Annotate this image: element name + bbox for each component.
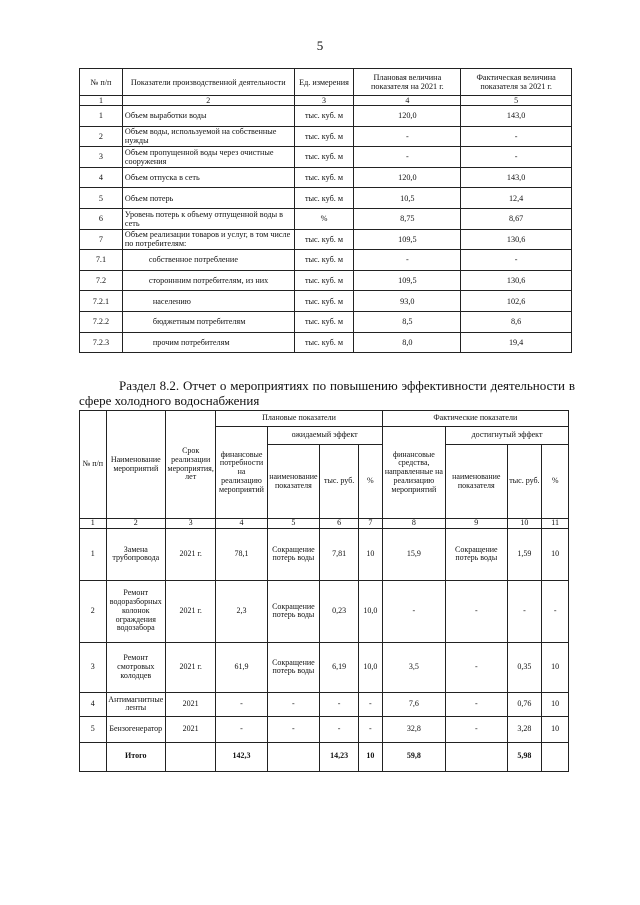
fact-value: - <box>461 126 572 147</box>
fact-value: 19,4 <box>461 332 572 353</box>
cell-pname: Сокращение потерь воды <box>267 580 320 642</box>
total-row <box>80 742 569 771</box>
row-number: 7.2 <box>80 270 123 291</box>
total-fact-fin: 59,8 <box>382 742 445 771</box>
cell-pfin: - <box>216 692 267 716</box>
total-plan-pct: 10 <box>359 742 383 771</box>
cell-fname: - <box>446 716 507 742</box>
cell-pfin: - <box>216 716 267 742</box>
row-number: 7.1 <box>80 250 123 271</box>
header-cell: № п/п <box>80 411 107 519</box>
header-cell: тыс. руб. <box>320 445 359 519</box>
cell-pname: Сокращение потерь воды <box>267 528 320 580</box>
unit: тыс. куб. м <box>294 291 354 312</box>
cell-term: 2021 <box>165 716 215 742</box>
indicator-name: Уровень потерь к объему отпущенной воды в сеть <box>122 208 294 229</box>
header-cell: № п/п <box>80 69 123 96</box>
table-row <box>80 716 569 742</box>
table-cell <box>267 742 320 771</box>
fact-value: - <box>461 147 572 168</box>
header-cell: Срок реализации мероприятия, лет <box>165 411 215 519</box>
cell-ffin: - <box>382 580 445 642</box>
column-number: 7 <box>359 519 383 529</box>
header-cell: Наименование мероприятий <box>106 411 165 519</box>
cell-fpct: 10 <box>542 642 569 692</box>
cell-ffin: 15,9 <box>382 528 445 580</box>
column-number: 1 <box>80 519 107 529</box>
fact-value: 12,4 <box>461 188 572 209</box>
column-number-row <box>80 519 569 529</box>
table-row <box>80 270 572 291</box>
cell-n: 4 <box>80 692 107 716</box>
section-title <box>79 378 575 408</box>
production-indicators-table <box>79 68 572 353</box>
unit: тыс. куб. м <box>294 270 354 291</box>
indicator-name: прочим потребителям <box>122 332 294 353</box>
unit: тыс. куб. м <box>294 229 354 250</box>
plan-value: 93,0 <box>354 291 461 312</box>
cell-fname: - <box>446 580 507 642</box>
cell-name: Ремонт смотровых колодцев <box>106 642 165 692</box>
cell-term: 2021 г. <box>165 642 215 692</box>
unit: тыс. куб. м <box>294 188 354 209</box>
plan-value: 8,75 <box>354 208 461 229</box>
unit: тыс. куб. м <box>294 126 354 147</box>
table-row <box>80 311 572 332</box>
header-cell: Фактические показатели <box>382 411 568 427</box>
plan-value: 10,5 <box>354 188 461 209</box>
column-number: 11 <box>542 519 569 529</box>
cell-name: Ремонт водоразборных колонок ограждения водозабора <box>106 580 165 642</box>
table-row <box>80 580 569 642</box>
table-cell <box>80 742 107 771</box>
cell-prub: 7,81 <box>320 528 359 580</box>
table-row <box>80 106 572 127</box>
cell-n: 5 <box>80 716 107 742</box>
cell-term: 2021 <box>165 692 215 716</box>
indicator-name: собственное потребление <box>122 250 294 271</box>
row-number: 5 <box>80 188 123 209</box>
fact-value: 130,6 <box>461 270 572 291</box>
cell-fpct: 10 <box>542 528 569 580</box>
cell-ffin: 3,5 <box>382 642 445 692</box>
table-cell <box>165 742 215 771</box>
plan-value: - <box>354 147 461 168</box>
column-number: 2 <box>122 96 294 106</box>
unit: тыс. куб. м <box>294 147 354 168</box>
cell-frub: 1,59 <box>507 528 542 580</box>
column-number: 4 <box>216 519 267 529</box>
cell-ppct: - <box>359 692 383 716</box>
header-cell: финансовые средства, направленные на реализацию мероприятий <box>382 427 445 519</box>
row-number: 2 <box>80 126 123 147</box>
table-header-row <box>80 411 569 427</box>
table-row <box>80 167 572 188</box>
cell-n: 1 <box>80 528 107 580</box>
indicator-name: Объем выработки воды <box>122 106 294 127</box>
fact-value: 8,6 <box>461 311 572 332</box>
cell-pfin: 61,9 <box>216 642 267 692</box>
cell-frub: 0,76 <box>507 692 542 716</box>
table-row <box>80 692 569 716</box>
cell-term: 2021 г. <box>165 580 215 642</box>
indicator-name: стороннним потребителям, из них <box>122 270 294 291</box>
table-row <box>80 250 572 271</box>
efficiency-measures-table <box>79 410 569 772</box>
plan-value: 8,5 <box>354 311 461 332</box>
header-cell: Плановые показатели <box>216 411 382 427</box>
column-number: 3 <box>294 96 354 106</box>
header-cell: достигнутый эффект <box>446 427 569 445</box>
indicator-name: Объем пропущенной воды через очистные сооружения <box>122 147 294 168</box>
header-cell: ожидаемый эффект <box>267 427 382 445</box>
unit: тыс. куб. м <box>294 106 354 127</box>
cell-frub: 3,28 <box>507 716 542 742</box>
table-row <box>80 642 569 692</box>
indicator-name: Объем отпуска в сеть <box>122 167 294 188</box>
table-cell <box>446 742 507 771</box>
cell-prub: 0,23 <box>320 580 359 642</box>
column-number: 3 <box>165 519 215 529</box>
header-cell: тыс. руб. <box>507 445 542 519</box>
total-label: Итого <box>106 742 165 771</box>
header-cell: Показатели производственной деятельности <box>122 69 294 96</box>
cell-prub: - <box>320 716 359 742</box>
cell-frub: 0,35 <box>507 642 542 692</box>
header-cell: Фактическая величина показателя за 2021 г. <box>461 69 572 96</box>
cell-prub: 6,19 <box>320 642 359 692</box>
cell-pname: - <box>267 716 320 742</box>
header-cell: % <box>359 445 383 519</box>
cell-n: 3 <box>80 642 107 692</box>
cell-pname: - <box>267 692 320 716</box>
cell-name: Замена трубопровода <box>106 528 165 580</box>
cell-pfin: 2,3 <box>216 580 267 642</box>
fact-value: 130,6 <box>461 229 572 250</box>
cell-n: 2 <box>80 580 107 642</box>
indicator-name: бюджетным потребителям <box>122 311 294 332</box>
cell-fpct: 10 <box>542 692 569 716</box>
cell-name: Бензогенератор <box>106 716 165 742</box>
cell-fpct: 10 <box>542 716 569 742</box>
cell-fname: Сокращение потерь воды <box>446 528 507 580</box>
table-row <box>80 188 572 209</box>
unit: тыс. куб. м <box>294 332 354 353</box>
total-fact-rub: 5,98 <box>507 742 542 771</box>
header-cell: финансовые потребности на реализацию мероприятий <box>216 427 267 519</box>
table-header-row <box>80 69 572 96</box>
cell-ppct: 10,0 <box>359 642 383 692</box>
indicator-name: Объем воды, используемой на собственные нужды <box>122 126 294 147</box>
table-row <box>80 147 572 168</box>
cell-pfin: 78,1 <box>216 528 267 580</box>
column-number-row <box>80 96 572 106</box>
table-row <box>80 528 569 580</box>
table-row <box>80 208 572 229</box>
row-number: 4 <box>80 167 123 188</box>
fact-value: 8,67 <box>461 208 572 229</box>
plan-value: 109,5 <box>354 270 461 291</box>
cell-name: Антимагнитные ленты <box>106 692 165 716</box>
indicator-name: Объем реализации товаров и услуг, в том числе по потребителям: <box>122 229 294 250</box>
cell-frub: - <box>507 580 542 642</box>
row-number: 7 <box>80 229 123 250</box>
cell-fname: - <box>446 642 507 692</box>
column-number: 9 <box>446 519 507 529</box>
row-number: 7.2.3 <box>80 332 123 353</box>
cell-ffin: 7,6 <box>382 692 445 716</box>
unit: тыс. куб. м <box>294 250 354 271</box>
table-row <box>80 126 572 147</box>
column-number: 1 <box>80 96 123 106</box>
plan-value: 120,0 <box>354 106 461 127</box>
column-number: 5 <box>461 96 572 106</box>
cell-term: 2021 г. <box>165 528 215 580</box>
header-cell: наименование показателя <box>446 445 507 519</box>
unit: тыс. куб. м <box>294 311 354 332</box>
plan-value: 8,0 <box>354 332 461 353</box>
plan-value: 120,0 <box>354 167 461 188</box>
column-number: 8 <box>382 519 445 529</box>
total-plan-rub: 14,23 <box>320 742 359 771</box>
row-number: 7.2.2 <box>80 311 123 332</box>
table-row <box>80 291 572 312</box>
fact-value: 102,6 <box>461 291 572 312</box>
column-number: 5 <box>267 519 320 529</box>
cell-ppct: - <box>359 716 383 742</box>
row-number: 1 <box>80 106 123 127</box>
column-number: 6 <box>320 519 359 529</box>
cell-ppct: 10,0 <box>359 580 383 642</box>
header-cell: Плановая величина показателя на 2021 г. <box>354 69 461 96</box>
cell-fpct: - <box>542 580 569 642</box>
fact-value: 143,0 <box>461 106 572 127</box>
fact-value: - <box>461 250 572 271</box>
total-plan-fin: 142,3 <box>216 742 267 771</box>
indicator-name: населению <box>122 291 294 312</box>
header-cell: % <box>542 445 569 519</box>
row-number: 6 <box>80 208 123 229</box>
table-row <box>80 229 572 250</box>
unit: % <box>294 208 354 229</box>
cell-pname: Сокращение потерь воды <box>267 642 320 692</box>
cell-ppct: 10 <box>359 528 383 580</box>
cell-ffin: 32,8 <box>382 716 445 742</box>
table-row <box>80 332 572 353</box>
column-number: 4 <box>354 96 461 106</box>
column-number: 2 <box>106 519 165 529</box>
section-heading-text: Раздел 8.2. Отчет о мероприятиях по повышению эффективности деятельности в сфере холодного водоснабжения <box>79 378 575 408</box>
header-cell: наименование показателя <box>267 445 320 519</box>
plan-value: - <box>354 250 461 271</box>
fact-value: 143,0 <box>461 167 572 188</box>
column-number: 10 <box>507 519 542 529</box>
table-cell <box>542 742 569 771</box>
row-number: 7.2.1 <box>80 291 123 312</box>
cell-fname: - <box>446 692 507 716</box>
indicator-name: Объем потерь <box>122 188 294 209</box>
plan-value: - <box>354 126 461 147</box>
page-number: 5 <box>316 38 324 53</box>
cell-prub: - <box>320 692 359 716</box>
header-cell: Ед. измерения <box>294 69 354 96</box>
unit: тыс. куб. м <box>294 167 354 188</box>
row-number: 3 <box>80 147 123 168</box>
plan-value: 109,5 <box>354 229 461 250</box>
